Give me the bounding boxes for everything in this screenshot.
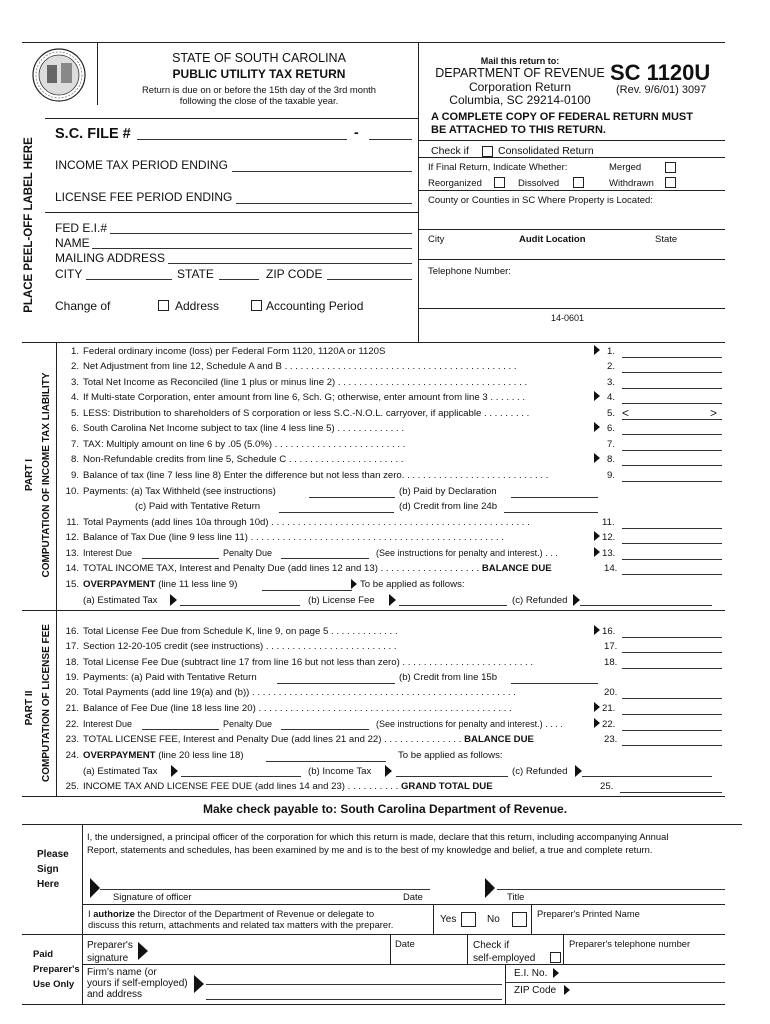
file-number-label: S.C. FILE # <box>55 126 131 142</box>
declaration-1: I, the undersigned, a principal officer of the corporation for which this return is made, declare that this return, including accompanying Annual <box>87 831 669 842</box>
line-10c-label: (c) Paid with Tentative Return <box>135 501 261 512</box>
right-divider-1 <box>418 140 725 141</box>
prep-date-label: Date <box>395 938 415 949</box>
line-8-field[interactable] <box>622 465 722 466</box>
right-divider-5 <box>418 259 725 260</box>
line-10d-field[interactable] <box>504 512 598 513</box>
line-8: 8. Non-Refundable credits from line 5, Schedule C . . . . . . . . . . . . . . . . . . . . . . <box>70 454 404 465</box>
line-15b-field[interactable] <box>399 605 507 606</box>
paid-top <box>22 934 725 935</box>
column-divider <box>418 42 419 342</box>
accounting-period-label: Accounting Period <box>266 299 364 313</box>
arrow-12-icon <box>594 531 600 541</box>
state-name: STATE OF SOUTH CAROLINA <box>172 51 346 65</box>
line-2-field[interactable] <box>622 372 722 373</box>
line-15c-field[interactable] <box>580 605 712 606</box>
line-12-field[interactable] <box>622 543 722 544</box>
paid-label-2: Preparer's <box>33 964 80 975</box>
right-divider-4 <box>418 229 725 230</box>
arrow-16-icon <box>594 625 600 635</box>
line-19b-label: (b) Credit from line 15b <box>399 672 498 683</box>
form-title: PUBLIC UTILITY TAX RETURN <box>172 67 346 81</box>
sign-label-1: Please <box>37 849 69 860</box>
overpayment-24-field[interactable] <box>266 761 386 762</box>
bracket-right: > <box>710 406 718 420</box>
header-divider <box>97 42 98 105</box>
due-line-2: following the close of the taxable year. <box>179 95 339 106</box>
firm-name-field[interactable] <box>206 984 502 985</box>
line-2: 2. Net Adjustment from line 12, Schedule A and B . . . . . . . . . . . . . . . . . . . . . . . . . . . . . . . . . . . . . . . . . . . . <box>70 361 517 372</box>
sign-divider <box>82 824 83 934</box>
line-13-field[interactable] <box>622 559 722 560</box>
zip-field[interactable] <box>327 279 412 280</box>
line-3-ref: 3. <box>607 377 616 388</box>
file-suffix-field[interactable] <box>369 139 412 140</box>
line-17: 17. Section 12-20-105 credit (see instructions) . . . . . . . . . . . . . . . . . . . . . . . . . <box>65 641 397 652</box>
check-self-divider <box>467 934 468 964</box>
form-code: 14-0601 <box>551 313 585 323</box>
line-23: 23. TOTAL LICENSE FEE, Interest and Penalty Due (add lines 21 and 22) . . . . . . . . . . . . . . . BALANCE DUE <box>65 734 534 745</box>
arrow-15-icon <box>351 579 357 589</box>
paid-label-1: Paid <box>33 949 54 960</box>
line-3: 3. Total Net Income as Reconciled (line 1 plus or minus line 2) . . . . . . . . . . . . . . . . . . . . . . . . . . . . . . . . . . . . <box>70 377 528 388</box>
yes-divider <box>433 904 434 934</box>
reorganized-label: Reorganized <box>428 178 482 189</box>
self-employed-checkbox[interactable] <box>550 952 561 963</box>
arrow-ei-icon <box>553 968 559 978</box>
penalty-due-22-label: Penalty Due <box>223 719 273 729</box>
line-17-field[interactable] <box>622 652 722 653</box>
corp-return: Corporation Return <box>468 80 572 94</box>
part2-divider <box>56 610 57 796</box>
title-field[interactable] <box>497 889 725 890</box>
line-15a-label: (a) Estimated Tax <box>83 595 158 606</box>
line-8-ref: 8. <box>607 454 616 465</box>
ei-no-label: E.I. No. <box>514 968 548 979</box>
line-16-field[interactable] <box>622 637 722 638</box>
id-block-top <box>45 118 418 119</box>
right-divider-2 <box>418 157 725 158</box>
firm-address-field[interactable] <box>206 999 502 1000</box>
line-9-field[interactable] <box>622 481 722 482</box>
line-4-ref: 4. <box>607 392 616 403</box>
zip-label: ZIP CODE <box>266 267 323 281</box>
address-change-label: Address <box>175 299 220 313</box>
line-14: 14. TOTAL INCOME TAX, Interest and Penalty Due (add lines 12 and 13) . . . . . . . . . . . . . . . . . . . BALANCE DUE <box>65 563 552 574</box>
line-19: 19. Payments: (a) Paid with Tentative Return <box>65 672 257 683</box>
line-20-field[interactable] <box>622 698 722 699</box>
county-label: County or Counties in SC Where Property is Located: <box>428 195 653 206</box>
line-22: 22. Interest Due <box>65 719 133 730</box>
firm-label-3: and address <box>87 989 143 1000</box>
line-17-ref: 17. <box>604 641 618 652</box>
license-fee-period-label: LICENSE FEE PERIOD ENDING <box>55 190 233 204</box>
line-22-ref: 22. <box>602 719 616 730</box>
sign-label-3: Here <box>37 879 60 890</box>
line-24a-field[interactable] <box>181 776 301 777</box>
line-4: 4. If Multi-state Corporation, enter amount from line 6, Sch. G; otherwise, enter amount from line 3 . . . . . . . <box>70 392 526 403</box>
dept-name: DEPARTMENT OF REVENUE <box>435 66 605 80</box>
audit-location-label: Audit Location <box>519 234 586 245</box>
prep-date-divider <box>390 934 391 964</box>
file-number-field[interactable] <box>137 139 347 140</box>
part2-bottom <box>22 796 725 797</box>
state-label: STATE <box>177 267 214 281</box>
line-7: 7. TAX: Multiply amount on line 6 by .05 (5.0%) . . . . . . . . . . . . . . . . . . . . . . . . . <box>70 439 406 450</box>
line-6-field[interactable] <box>622 434 722 435</box>
arrow-6-icon <box>594 422 600 432</box>
line-24: 24. OVERPAYMENT (line 20 less line 18) <box>65 750 244 761</box>
penalty-note: (See instructions for penalty and interest.) . . . <box>376 548 558 558</box>
penalty-due-field[interactable] <box>281 558 369 559</box>
line-11-ref: 11. <box>602 517 615 528</box>
arrow-24a-icon <box>171 765 178 777</box>
line-23-field[interactable] <box>622 745 722 746</box>
reorganized-checkbox[interactable] <box>494 177 505 188</box>
line-21-ref: 21. <box>602 703 616 714</box>
income-tax-period-label: INCOME TAX PERIOD ENDING <box>55 158 228 172</box>
line-14-field[interactable] <box>622 574 722 575</box>
due-line-1: Return is due on or before the 15th day of the 3rd month <box>141 84 376 95</box>
line-4-field[interactable] <box>622 403 722 404</box>
paid-divider <box>82 934 83 1004</box>
penalty-due-22-field[interactable] <box>281 729 369 730</box>
arrow-title-icon <box>485 878 495 898</box>
interest-due-22-field[interactable] <box>142 729 219 730</box>
line-15b-label: (b) License Fee <box>308 595 375 606</box>
line-10a: 10. Payments: (a) Tax Withheld (see instructions) <box>65 486 276 497</box>
line-25-field[interactable] <box>620 792 722 793</box>
state-audit-label: State <box>655 234 678 245</box>
line-15-applied: To be applied as follows: <box>360 579 465 590</box>
preparer-phone-label: Preparer's telephone number <box>569 938 691 949</box>
ei-divider <box>505 964 506 1004</box>
self-employed-label: self-employed <box>473 953 536 964</box>
withdrawn-label: Withdrawn <box>609 178 654 189</box>
mailing-address-field[interactable] <box>168 263 412 264</box>
part1-bottom <box>22 610 725 611</box>
dissolved-label: Dissolved <box>518 178 560 189</box>
line-16: 16. Total License Fee Due from Schedule K, line 9, on page 5 . . . . . . . . . . . . . <box>65 626 398 637</box>
city-label: CITY <box>55 267 83 281</box>
line-1-ref: 1. <box>607 346 616 357</box>
authorize-top <box>82 904 725 905</box>
line-18: 18. Total License Fee Due (subtract line 17 from line 16 but not less than zero) . . . . . . . . . . . . . . . . . . . . . . . . . <box>65 657 534 668</box>
line-24b-field[interactable] <box>396 776 508 777</box>
mail-to: Mail this return to: <box>480 56 560 66</box>
peel-off-label: PLACE PEEL-OFF LABEL HERE <box>23 137 35 313</box>
line-5-field[interactable] <box>622 419 722 420</box>
fed-ei-label: FED E.I.# <box>55 221 108 235</box>
firm-label-1: Firm's name (or <box>87 967 157 978</box>
copy-notice-2: BE ATTACHED TO THIS RETURN. <box>431 124 606 136</box>
copy-notice-1: A COMPLETE COPY OF FEDERAL RETURN MUST <box>431 111 693 123</box>
signature-label: Signature of officer <box>113 891 192 902</box>
arrow-21-icon <box>594 702 600 712</box>
file-dash: - <box>354 124 359 140</box>
right-divider-6 <box>418 308 725 309</box>
yes-label: Yes <box>440 914 457 925</box>
revision: (Rev. 9/6/01) 3097 <box>616 84 707 96</box>
name-label: NAME <box>55 236 90 250</box>
arrow-4-icon <box>594 391 600 401</box>
authorize-yes-checkbox[interactable] <box>461 912 476 927</box>
check-if-label: Check if <box>431 145 469 157</box>
line-15c-label: (c) Refunded <box>512 595 568 606</box>
line-20: 20. Total Payments (add line 19(a) and (b)) . . . . . . . . . . . . . . . . . . . . . . . . . . . . . . . . . . . . . . . . . . . . . . . . . . <box>65 687 516 698</box>
preparer-printed-label: Preparer's Printed Name <box>537 908 640 919</box>
arrow-sign-icon <box>90 878 100 898</box>
line-1: 1. Federal ordinary income (loss) per Federal Form 1120, 1120A or 1120S <box>70 346 386 357</box>
id-block-bottom <box>22 342 725 343</box>
line-18-field[interactable] <box>622 668 722 669</box>
state-field[interactable] <box>219 279 259 280</box>
authorize-line-1: I authorize the Director of the Department of Revenue or delegate to <box>88 908 375 919</box>
line-24a-label: (a) Estimated Tax <box>83 766 158 777</box>
merged-label: Merged <box>609 162 642 173</box>
penalty-note-22: (See instructions for penalty and interest.) . . . . <box>376 719 563 729</box>
line-15a-field[interactable] <box>180 605 300 606</box>
sign-top <box>22 824 742 825</box>
line-10a-field[interactable] <box>309 497 395 498</box>
line-1-field[interactable] <box>622 357 722 358</box>
authorize-no-checkbox[interactable] <box>512 912 527 927</box>
bracket-left: < <box>622 406 630 420</box>
authorize-line-2: discuss this return, attachments and related tax matters with the preparer. <box>88 919 394 930</box>
arrow-firm-icon <box>194 975 204 993</box>
consolidated-return-checkbox[interactable] <box>482 146 493 157</box>
arrow-15b-icon <box>389 594 396 606</box>
line-14-ref: 14. <box>604 563 618 574</box>
check-if-self-label: Check if <box>473 940 510 951</box>
arrow-8-icon <box>594 453 600 463</box>
sign-label-2: Sign <box>37 864 59 875</box>
line-9: 9. Balance of tax (line 7 less line 8) Enter the difference but not less than zero. . . . . . . . . . . . . . . . . . . . . . . . . . . . <box>70 470 549 481</box>
city-field[interactable] <box>86 279 172 280</box>
line-11-field[interactable] <box>622 528 722 529</box>
state-seal <box>30 47 88 103</box>
accounting-period-checkbox[interactable] <box>251 300 262 311</box>
line-18-ref: 18. <box>604 657 618 668</box>
line-12-ref: 12. <box>602 532 616 543</box>
zip-code-label: ZIP Code <box>514 985 557 996</box>
line-10c-field[interactable] <box>279 512 394 513</box>
line-21: 21. Balance of Fee Due (line 18 less line 20) . . . . . . . . . . . . . . . . . . . . . . . . . . . . . . . . . . . . . . . . . . . . . . . . <box>65 703 512 714</box>
line-6-ref: 6. <box>607 423 616 434</box>
form-number: SC 1120U <box>610 60 711 85</box>
line-7-field[interactable] <box>622 450 722 451</box>
declaration-2: Report, statements and schedules, has been examined by me and is to the best of my knowledge and belief, a true and complete return. <box>87 844 653 855</box>
part1-title: COMPUTATION OF INCOME TAX LIABILITY <box>41 372 52 578</box>
address-change-checkbox[interactable] <box>158 300 169 311</box>
arrow-15c-icon <box>573 594 580 606</box>
withdrawn-checkbox[interactable] <box>665 177 676 188</box>
part1-divider <box>56 342 57 610</box>
interest-due-field[interactable] <box>142 558 219 559</box>
firm-label-2: yours if self-employed) <box>87 978 188 989</box>
telephone-label: Telephone Number: <box>428 266 511 277</box>
line-7-ref: 7. <box>607 439 616 450</box>
final-return-label: If Final Return, Indicate Whether: <box>428 162 568 173</box>
title-label: Title <box>507 891 525 902</box>
payable-notice: Make check payable to: South Carolina Department of Revenue. <box>202 802 568 816</box>
line-6: 6. South Carolina Net Income subject to tax (line 4 less line 5) . . . . . . . . . . . . . <box>70 423 404 434</box>
line-15: 15. OVERPAYMENT (line 11 less line 9) <box>65 579 238 590</box>
overpayment-15-field[interactable] <box>262 590 352 591</box>
line-24-applied: To be applied as follows: <box>398 750 503 761</box>
line-5: 5. LESS: Distribution to shareholders of S corporation or less S.C.-N.O.L. carryover, if applicable . . . . . . . . . <box>70 408 530 419</box>
change-of-label: Change of <box>55 299 111 313</box>
consolidated-return-label: Consolidated Return <box>498 145 594 157</box>
mail-address: Columbia, SC 29214-0100 <box>449 93 591 107</box>
arrow-13-icon <box>594 547 600 557</box>
name-field[interactable] <box>92 248 412 249</box>
dissolved-checkbox[interactable] <box>573 177 584 188</box>
line-19a-field[interactable] <box>277 683 395 684</box>
line-3-field[interactable] <box>622 388 722 389</box>
line-24c-field[interactable] <box>582 776 712 777</box>
license-fee-period-field[interactable] <box>236 203 412 204</box>
arrow-24c-icon <box>575 765 582 777</box>
no-label: No <box>487 914 500 925</box>
line-21-field[interactable] <box>622 714 722 715</box>
line-19b-field[interactable] <box>511 683 598 684</box>
line-10d-label: (d) Credit from line 24b <box>399 501 498 512</box>
sign-date-label: Date <box>403 891 423 902</box>
id-divider <box>45 212 418 213</box>
city-audit-label: City <box>428 234 445 245</box>
line-23-ref: 23. <box>604 734 618 745</box>
preparer-sig-label-2: signature <box>87 953 129 964</box>
line-2-ref: 2. <box>607 361 616 372</box>
form-bottom <box>22 1004 725 1005</box>
line-24c-label: (c) Refunded <box>512 766 568 777</box>
line-5-ref: 5. <box>607 408 616 419</box>
preparer-name-divider <box>531 904 532 934</box>
arrow-preparer-icon <box>138 942 148 960</box>
fed-ei-field[interactable] <box>110 233 412 234</box>
line-10b-label: (b) Paid by Declaration <box>399 486 497 497</box>
income-tax-period-field[interactable] <box>232 171 412 172</box>
line-13-ref: 13. <box>602 548 616 559</box>
mailing-address-label: MAILING ADDRESS <box>55 251 166 265</box>
line-13: 13. Interest Due <box>65 548 133 559</box>
penalty-due-label: Penalty Due <box>223 548 273 558</box>
line-9-ref: 9. <box>607 470 616 481</box>
right-divider-3 <box>418 190 725 191</box>
line-20-ref: 20. <box>604 687 618 698</box>
firm-top <box>82 964 725 965</box>
line-25: 25. INCOME TAX AND LICENSE FEE DUE (add lines 14 and 23) . . . . . . . . . . GRAND TOTAL DUE <box>65 781 493 792</box>
line-25-ref: 25. <box>600 781 614 792</box>
preparer-sig-label-1: Preparer's <box>87 940 133 951</box>
officer-signature-field[interactable] <box>100 889 430 890</box>
merged-checkbox[interactable] <box>665 162 676 173</box>
line-16-ref: 16. <box>602 626 616 637</box>
paid-label-3: Use Only <box>33 979 75 990</box>
part2-title: COMPUTATION OF LICENSE FEE <box>41 624 52 782</box>
arrow-1-icon <box>594 345 600 355</box>
arrow-24b-icon <box>385 765 392 777</box>
arrow-zip-icon <box>564 985 570 995</box>
prep-phone-divider <box>563 934 564 964</box>
arrow-22-icon <box>594 718 600 728</box>
line-12: 12. Balance of Tax Due (line 9 less line 11) . . . . . . . . . . . . . . . . . . . . . . . . . . . . . . . . . . . . . . . . . . . . . . . . <box>65 532 504 543</box>
line-10b-field[interactable] <box>511 497 598 498</box>
part1-label: PART I <box>24 458 35 492</box>
part2-label: PART II <box>24 690 35 726</box>
line-22-field[interactable] <box>622 730 722 731</box>
arrow-15a-icon <box>170 594 177 606</box>
line-24b-label: (b) Income Tax <box>308 766 372 777</box>
top-rule <box>22 42 725 43</box>
ei-no-field[interactable] <box>505 982 725 983</box>
line-11: 11. Total Payments (add lines 10a through 10d) . . . . . . . . . . . . . . . . . . . . . . . . . . . . . . . . . . . . . . . . . . . . . . . . . <box>66 517 530 528</box>
